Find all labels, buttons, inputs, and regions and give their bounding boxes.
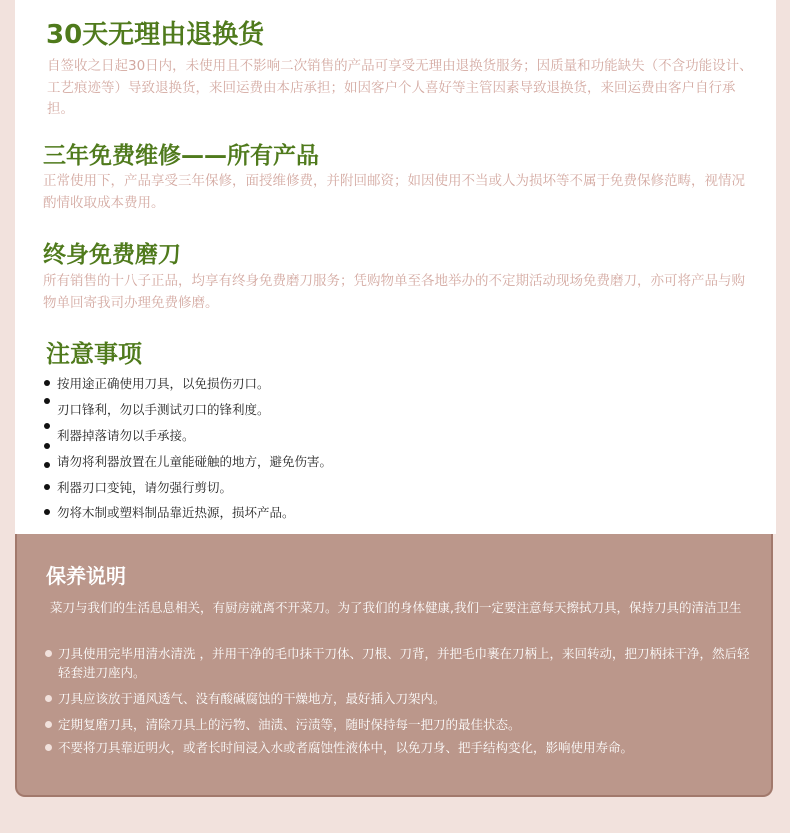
bullet-icon xyxy=(44,423,50,429)
note-text: 利器掉落请勿以手承接。 xyxy=(57,428,195,443)
return-policy-title: 30天无理由退换货 xyxy=(46,20,265,50)
bullet-icon xyxy=(45,650,52,657)
bullet-icon xyxy=(44,462,50,468)
list-item xyxy=(44,374,270,392)
bullet-icon xyxy=(45,695,52,702)
sharpening-title: 终身免费磨刀 xyxy=(43,242,181,268)
notes-title: 注意事项 xyxy=(46,340,142,368)
care-intro: 菜刀与我们的生活息息相关，有厨房就离不开菜刀。为了我们的身体健康,我们一定要注意每天擦拭刀具，保持刀具的清洁卫生 xyxy=(50,600,742,615)
sharpening-text: 所有销售的十八子正品，均享有终身免费磨刀服务；凭购物单至各地举办的不定期活动现场免费磨刀，亦可将产品与购物单回寄我司办理免费修磨。 xyxy=(43,273,745,311)
warranty-title: 三年免费维修——所有产品 xyxy=(43,143,319,169)
care-item-text: 刀具应该放于通风透气、没有酸碱腐蚀的干燥地方，最好插入刀架内。 xyxy=(58,691,446,706)
note-text: 刃口锋利，勿以手测试刃口的锋利度。 xyxy=(57,402,270,417)
note-text: 勿将木制或塑料制品靠近热源，损坏产品。 xyxy=(57,505,295,520)
list-item xyxy=(44,478,232,496)
care-title: 保养说明 xyxy=(46,564,126,588)
list-item xyxy=(45,715,757,734)
warranty-text: 正常使用下，产品享受三年保修，面授维修费，并附回邮资；如因使用不当或人为损坏等不属于免费保修范畴，视情况酌情收取成本费用。 xyxy=(43,173,745,211)
note-text: 按用途正确使用刀具，以免损伤刃口。 xyxy=(57,376,270,391)
care-item-text: 刀具使用完毕用清水清洗 ，并用干净的毛巾抹干刀体、刀根、刀背，并把毛巾裹在刀柄上，来回转动，把刀柄抹干净，然后轻轻套进刀座内。 xyxy=(58,646,750,680)
list-item xyxy=(45,689,757,708)
bullet-icon xyxy=(44,398,50,404)
bullet-icon xyxy=(45,721,52,728)
care-item-text: 定期复磨刀具，清除刀具上的污物、油渍、污渍等，随时保持每一把刀的最佳状态。 xyxy=(58,717,521,732)
list-item xyxy=(45,644,757,682)
care-panel xyxy=(15,534,773,797)
note-text: 利器刃口变钝，请勿强行剪切。 xyxy=(57,480,233,495)
bullet-icon xyxy=(44,443,50,449)
bullet-icon xyxy=(44,484,50,490)
care-item-text: 不要将刀具靠近明火，或者长时间浸入水或者腐蚀性液体中，以免刀身、把手结构变化，影响使用寿命。 xyxy=(58,740,634,755)
bullet-icon xyxy=(44,509,50,515)
bullet-icon xyxy=(45,744,52,751)
list-item xyxy=(44,452,332,470)
return-policy-text: 自签收之日起30日内，未使用且不影响二次销售的产品可享受无理由退换货服务；因质量和功能缺失（不含功能设计、工艺痕迹等）导致退换货，来回运费由本店承担；如因客户个人喜好等主管因素导致退换货，来回运费由客户自行承担。 xyxy=(47,58,753,117)
bullet-icon xyxy=(44,380,50,386)
list-item xyxy=(44,400,270,418)
list-item xyxy=(45,738,757,757)
list-item xyxy=(44,426,195,444)
note-text: 请勿将利器放置在儿童能碰触的地方，避免伤害。 xyxy=(57,454,333,469)
list-item xyxy=(44,503,295,521)
